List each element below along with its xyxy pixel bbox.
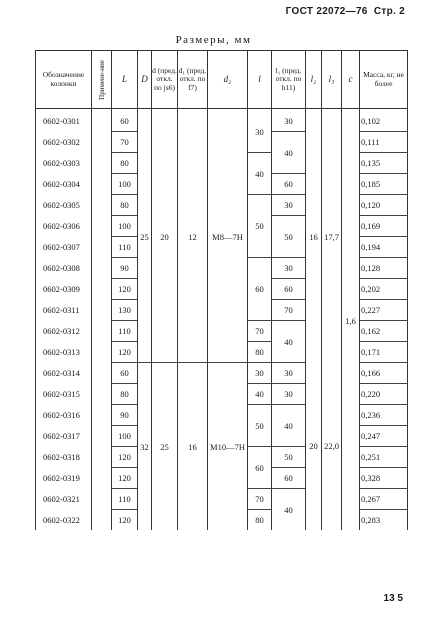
l-cell: 80 — [248, 342, 272, 363]
diameter-d-cell: 20 — [152, 109, 178, 363]
col-l3: l₃ — [322, 51, 342, 109]
designation-cell: 0602-0314 — [36, 363, 92, 384]
mass-cell: 0,251 — [360, 447, 408, 468]
length-cell: 130 — [112, 300, 138, 321]
mass-cell: 0,283 — [360, 510, 408, 531]
mass-cell: 0,202 — [360, 279, 408, 300]
mass-cell: 0,162 — [360, 321, 408, 342]
designation-cell: 0602-0308 — [36, 258, 92, 279]
mass-cell: 0,102 — [360, 109, 408, 132]
length-cell: 110 — [112, 237, 138, 258]
col-c: c — [342, 51, 360, 109]
length-cell: 120 — [112, 447, 138, 468]
col-D: D — [138, 51, 152, 109]
designation-cell: 0602-0305 — [36, 195, 92, 216]
designation-cell: 0602-0318 — [36, 447, 92, 468]
standard-number: ГОСТ 22072—76 — [285, 6, 368, 17]
length-cell: 100 — [112, 426, 138, 447]
mass-cell: 0,220 — [360, 384, 408, 405]
designation-cell: 0602-0317 — [36, 426, 92, 447]
l2-cell: 20 — [306, 363, 322, 531]
l3-cell: 17,7 — [322, 109, 342, 363]
l-cell: 40 — [248, 384, 272, 405]
mass-cell: 0,128 — [360, 258, 408, 279]
l-cell: 30 — [248, 109, 272, 153]
l-cell: 70 — [248, 321, 272, 342]
l1-cell: 50 — [272, 216, 306, 258]
dimensions-table — [35, 50, 408, 530]
col-L: L — [112, 51, 138, 109]
l2-cell: 16 — [306, 109, 322, 363]
designation-cell: 0602-0302 — [36, 132, 92, 153]
designation-cell: 0602-0315 — [36, 384, 92, 405]
designation-cell: 0602-0316 — [36, 405, 92, 426]
length-cell: 80 — [112, 384, 138, 405]
designation-cell: 0602-0311 — [36, 300, 92, 321]
mass-cell: 0,267 — [360, 489, 408, 510]
l1-cell: 30 — [272, 384, 306, 405]
designation-cell: 0602-0301 — [36, 109, 92, 132]
l-cell: 40 — [248, 153, 272, 195]
c-cell: 1,6 — [342, 109, 360, 531]
length-cell: 90 — [112, 258, 138, 279]
col-l1: l₁ (пред. откл. по h11) — [272, 51, 306, 109]
header-row — [36, 51, 408, 109]
diameter-d1-cell: 12 — [178, 109, 208, 363]
mass-cell: 0,328 — [360, 468, 408, 489]
l-cell: 70 — [248, 489, 272, 510]
col-mass: Масса, кг, не более — [360, 51, 408, 109]
length-cell: 70 — [112, 132, 138, 153]
l-cell: 60 — [248, 447, 272, 489]
length-cell: 120 — [112, 510, 138, 531]
table-row — [36, 109, 408, 132]
l-cell: 80 — [248, 510, 272, 531]
designation-cell: 0602-0306 — [36, 216, 92, 237]
mass-cell: 0,185 — [360, 174, 408, 195]
col-application: Примене-ние — [92, 51, 112, 109]
diameter-D-cell: 32 — [138, 363, 152, 531]
l-cell: 50 — [248, 195, 272, 258]
length-cell: 120 — [112, 279, 138, 300]
diameter-D-cell: 25 — [138, 109, 152, 363]
l1-cell: 40 — [272, 132, 306, 174]
thread-d2-cell: M8—7H — [208, 109, 248, 363]
mass-cell: 0,171 — [360, 342, 408, 363]
l-cell: 30 — [248, 363, 272, 384]
l-cell: 60 — [248, 258, 272, 321]
designation-cell: 0602-0307 — [36, 237, 92, 258]
length-cell: 120 — [112, 468, 138, 489]
mass-cell: 0,111 — [360, 132, 408, 153]
l3-cell: 22,0 — [322, 363, 342, 531]
designation-cell: 0602-0322 — [36, 510, 92, 531]
l1-cell: 40 — [272, 489, 306, 531]
mass-cell: 0,247 — [360, 426, 408, 447]
length-cell: 100 — [112, 174, 138, 195]
l1-cell: 60 — [272, 174, 306, 195]
l1-cell: 60 — [272, 468, 306, 489]
thread-d2-cell: M10—7H — [208, 363, 248, 531]
mass-cell: 0,227 — [360, 300, 408, 321]
l1-cell: 30 — [272, 363, 306, 384]
l1-cell: 60 — [272, 279, 306, 300]
length-cell: 100 — [112, 216, 138, 237]
length-cell: 110 — [112, 321, 138, 342]
designation-cell: 0602-0309 — [36, 279, 92, 300]
l1-cell: 30 — [272, 195, 306, 216]
l1-cell: 50 — [272, 447, 306, 468]
designation-cell: 0602-0313 — [36, 342, 92, 363]
l1-cell: 30 — [272, 109, 306, 132]
page-label: Стр. 2 — [373, 6, 405, 17]
designation-cell: 0602-0304 — [36, 174, 92, 195]
l1-cell: 40 — [272, 405, 306, 447]
mass-cell: 0,166 — [360, 363, 408, 384]
page-header — [286, 6, 405, 17]
page-number: 13 5 — [383, 593, 403, 604]
table-title: Размеры, мм — [175, 34, 252, 46]
length-cell: 110 — [112, 489, 138, 510]
l1-cell: 70 — [272, 300, 306, 321]
mass-cell: 0,120 — [360, 195, 408, 216]
length-cell: 60 — [112, 109, 138, 132]
mass-cell: 0,236 — [360, 405, 408, 426]
mass-cell: 0,169 — [360, 216, 408, 237]
col-l: l — [248, 51, 272, 109]
col-l2: l₂ — [306, 51, 322, 109]
col-d1: d₁ (пред. откл. по f7) — [178, 51, 208, 109]
length-cell: 80 — [112, 195, 138, 216]
col-d2: d₂ — [208, 51, 248, 109]
l-cell: 50 — [248, 405, 272, 447]
designation-cell: 0602-0319 — [36, 468, 92, 489]
l1-cell: 40 — [272, 321, 306, 363]
l1-cell: 30 — [272, 258, 306, 279]
designation-cell: 0602-0303 — [36, 153, 92, 174]
mass-cell: 0,135 — [360, 153, 408, 174]
designation-cell: 0602-0321 — [36, 489, 92, 510]
length-cell: 120 — [112, 342, 138, 363]
length-cell: 80 — [112, 153, 138, 174]
designation-cell: 0602-0312 — [36, 321, 92, 342]
length-cell: 60 — [112, 363, 138, 384]
application-cell — [92, 109, 112, 531]
col-designation: Обозначение колонки — [36, 51, 92, 109]
diameter-d1-cell: 16 — [178, 363, 208, 531]
length-cell: 90 — [112, 405, 138, 426]
diameter-d-cell: 25 — [152, 363, 178, 531]
col-d: d (пред. откл. по js6) — [152, 51, 178, 109]
mass-cell: 0,194 — [360, 237, 408, 258]
